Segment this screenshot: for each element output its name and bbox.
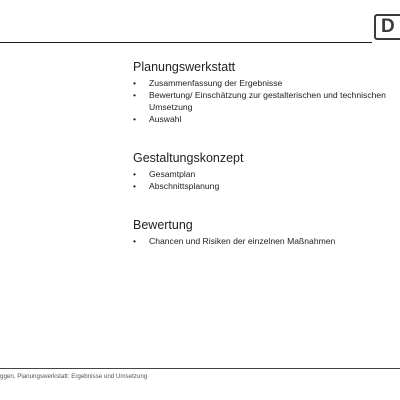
bullet-list	[133, 77, 400, 125]
bullet-item	[133, 235, 400, 247]
bullet-text: Gesamtplan	[149, 169, 196, 179]
bullet-text: Bewertung/ Einschätzung zur gestalterischen und technischen Umsetzung	[149, 90, 386, 112]
bullet-item	[133, 77, 400, 89]
bullet-item	[133, 180, 400, 192]
bullet-icon: •	[133, 90, 137, 100]
section-title: Bewertung	[133, 218, 193, 232]
bullet-text: Chancen und Risiken der einzelnen Maßnahmen	[149, 236, 336, 246]
slide-content	[133, 60, 400, 273]
section-title: Planungswerkstatt	[133, 60, 236, 74]
bullet-icon: •	[133, 78, 137, 88]
bullet-list	[133, 235, 400, 247]
bullet-item	[133, 113, 400, 125]
bullet-list	[133, 168, 400, 192]
logo	[374, 14, 400, 40]
section-planungswerkstatt	[133, 60, 400, 125]
bullet-icon: •	[133, 169, 137, 179]
bullet-text: Zusammenfassung der Ergebnisse	[149, 78, 283, 88]
bullet-icon: •	[133, 114, 137, 124]
section-gestaltungskonzept	[133, 151, 400, 192]
bullet-text: Abschnittsplanung	[149, 181, 220, 191]
footer-text: ggen, Planungswerkstatt: Ergebnisse und Umsetzung	[0, 373, 148, 380]
bullet-icon: •	[133, 181, 137, 191]
footer-divider	[0, 368, 400, 369]
bullet-text: Auswahl	[149, 114, 182, 124]
logo-letter: D	[381, 16, 395, 37]
section-bewertung	[133, 218, 400, 247]
bullet-item	[133, 89, 400, 113]
bullet-icon: •	[133, 236, 137, 246]
bullet-item	[133, 168, 400, 180]
section-title: Gestaltungskonzept	[133, 151, 244, 165]
header-divider	[0, 42, 372, 43]
